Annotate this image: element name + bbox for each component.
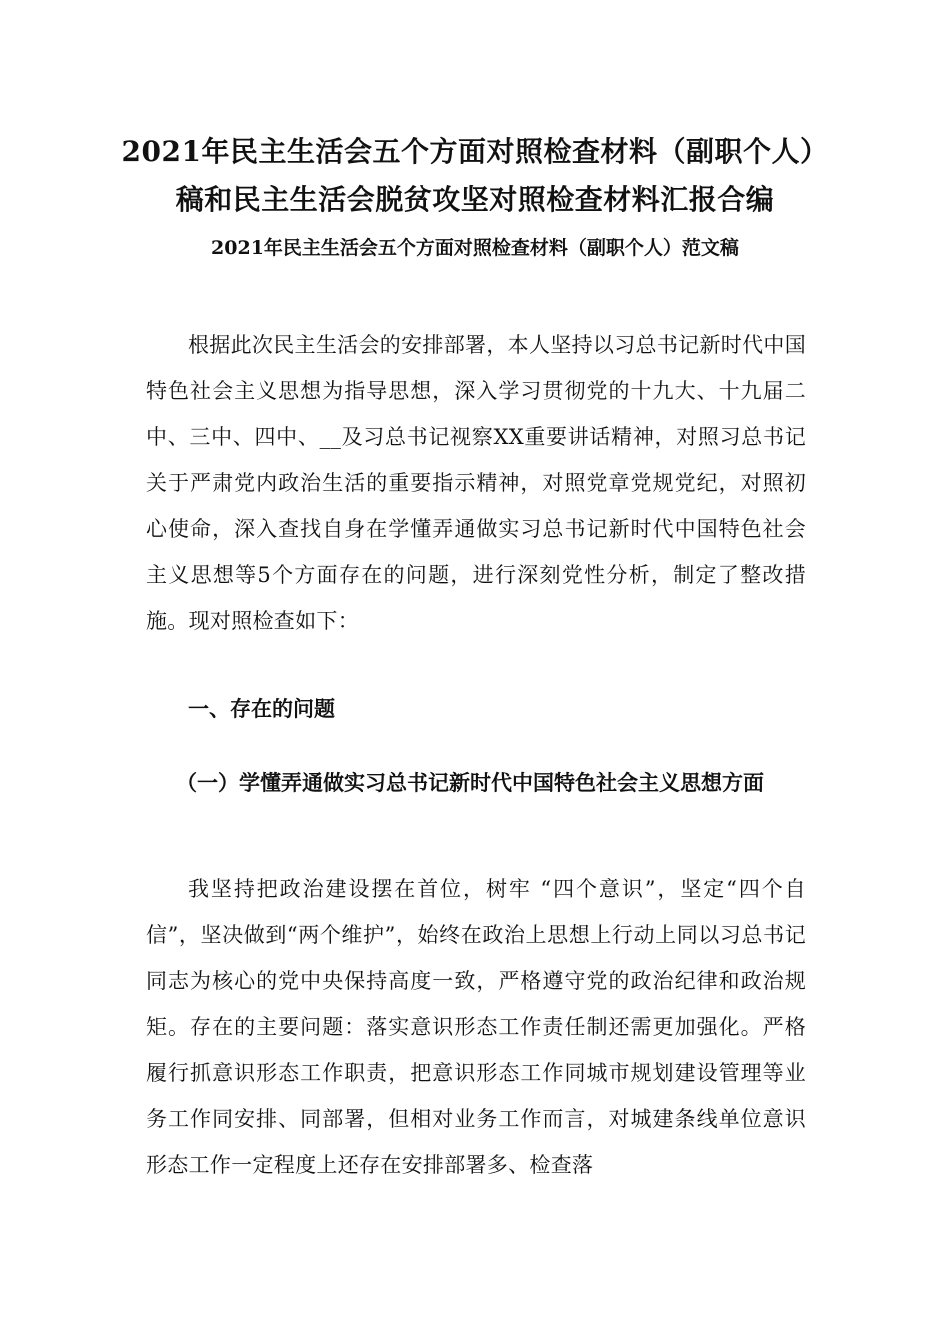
document-title: 2021年民主生活会五个方面对照检查材料（副职个人）稿和民主生活会脱贫攻坚对照检查材料汇报合编 xyxy=(121,135,829,216)
section-heading-problems: 一、存在的问题 xyxy=(188,696,335,721)
body-paragraph: 我坚持把政治建设摆在首位，树牢 “四个意识”，坚定“四个自信”，坚决做到“两个维护”，始终在政治上思想上行动上同以习总书记同志为核心的党中央保持高度一致，严格遵守党的政治纪律和政治规矩。存在的主要问题：落实意识形态工作责任制还需更加强化。严格履行抓意识形态工作职责，把意识形态工作同城市规划建设管理等业务工作同安排、同部署，但相对业务工作而言，对城建条线单位意识形态工作一定程度上还存在安排部署多、检查落 xyxy=(146,877,806,1177)
subsection-heading-theory: （一）学懂弄通做实习总书记新时代中国特色社会主义思想方面 xyxy=(176,770,764,795)
document-subtitle: 2021年民主生活会五个方面对照检查材料（副职个人）范文稿 xyxy=(211,237,739,259)
intro-paragraph: 根据此次民主生活会的安排部署，本人坚持以习总书记新时代中国特色社会主义思想为指导思想，深入学习贯彻党的十九大、十九届二中、三中、四中、__及习总书记视察XX重要讲话精神，对照习总书记关于严肃党内政治生活的重要指示精神，对照党章党规党纪，对照初心使命，深入查找自身在学懂弄通做实习总书记新时代中国特色社会主义思想等5个方面存在的问题，进行深刻党性分析，制定了整改措施。现对照检查如下： xyxy=(146,333,806,633)
